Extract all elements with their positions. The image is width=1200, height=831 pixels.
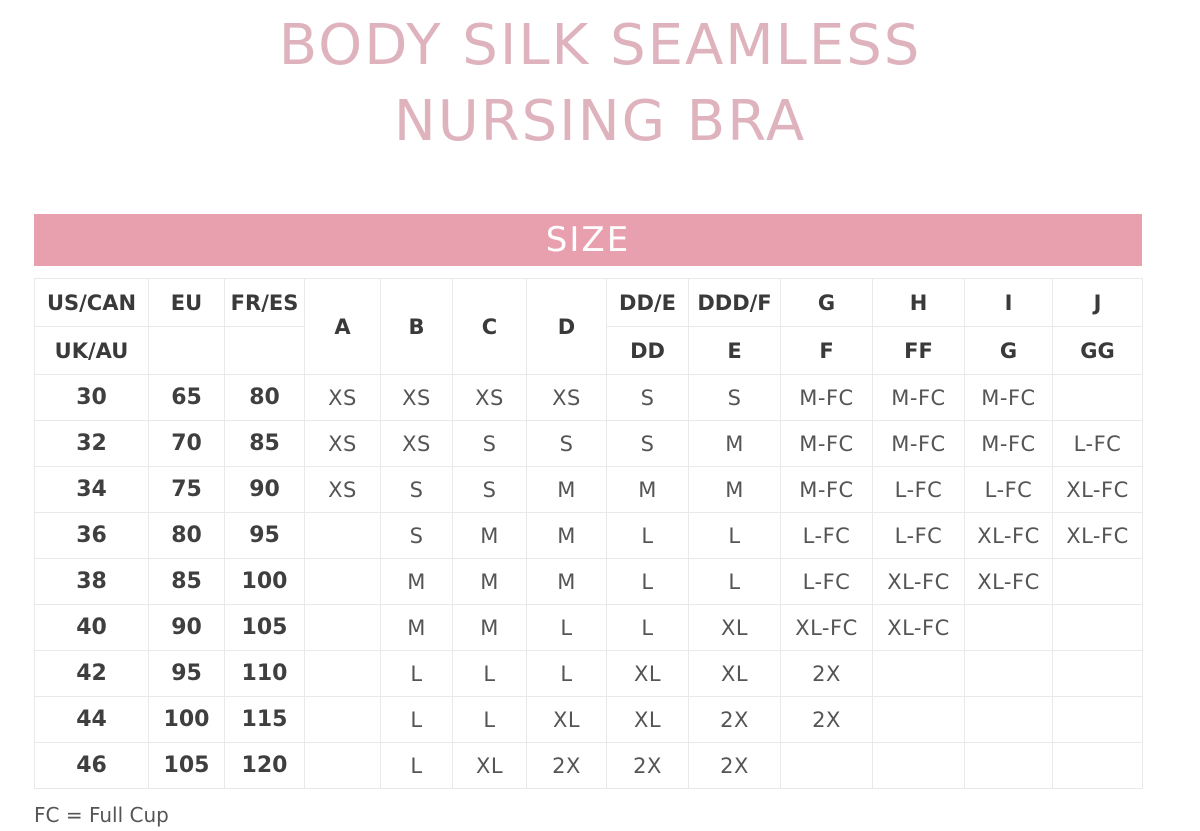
size-cell: M bbox=[689, 421, 781, 467]
header-cup-d: D bbox=[527, 279, 607, 375]
band-fr-es: 85 bbox=[225, 421, 305, 467]
size-cell: XS bbox=[305, 375, 381, 421]
size-cell: XS bbox=[453, 375, 527, 421]
size-cell bbox=[873, 697, 965, 743]
size-cell: XS bbox=[305, 421, 381, 467]
size-banner: SIZE bbox=[34, 214, 1142, 266]
header-eu: EU bbox=[149, 279, 225, 327]
header-cup-dd-e: DD/E bbox=[607, 279, 689, 327]
size-cell bbox=[873, 651, 965, 697]
size-cell: M bbox=[689, 467, 781, 513]
table-row bbox=[35, 605, 1143, 651]
page-title-line-1: BODY SILK SEAMLESS bbox=[278, 13, 922, 78]
header-row-us bbox=[35, 279, 1143, 327]
size-cell bbox=[965, 743, 1053, 789]
size-cell bbox=[965, 651, 1053, 697]
table-row bbox=[35, 559, 1143, 605]
size-cell: XS bbox=[305, 467, 381, 513]
size-cell: 2X bbox=[689, 697, 781, 743]
size-cell: L-FC bbox=[873, 467, 965, 513]
header-uk-cup-g: G bbox=[965, 327, 1053, 375]
table-row bbox=[35, 651, 1143, 697]
header-us-can: US/CAN bbox=[35, 279, 149, 327]
band-us-can: 30 bbox=[35, 375, 149, 421]
size-cell bbox=[305, 651, 381, 697]
header-fr-blank bbox=[225, 327, 305, 375]
band-fr-es: 90 bbox=[225, 467, 305, 513]
header-uk-cup-dd: DD bbox=[607, 327, 689, 375]
band-eu: 75 bbox=[149, 467, 225, 513]
size-cell: XL-FC bbox=[965, 559, 1053, 605]
size-cell: XL bbox=[607, 697, 689, 743]
size-cell: M-FC bbox=[781, 375, 873, 421]
size-cell: XL-FC bbox=[1053, 467, 1143, 513]
size-cell bbox=[1053, 559, 1143, 605]
size-cell bbox=[873, 743, 965, 789]
header-cup-a: A bbox=[305, 279, 381, 375]
size-cell: XL-FC bbox=[781, 605, 873, 651]
header-cup-c: C bbox=[453, 279, 527, 375]
size-cell bbox=[305, 605, 381, 651]
size-cell: S bbox=[607, 421, 689, 467]
band-us-can: 44 bbox=[35, 697, 149, 743]
header-cup-b: B bbox=[381, 279, 453, 375]
band-us-can: 46 bbox=[35, 743, 149, 789]
band-us-can: 40 bbox=[35, 605, 149, 651]
band-eu: 90 bbox=[149, 605, 225, 651]
size-cell bbox=[965, 605, 1053, 651]
header-uk-cup-f: F bbox=[781, 327, 873, 375]
size-cell: XL-FC bbox=[873, 559, 965, 605]
header-fr-es: FR/ES bbox=[225, 279, 305, 327]
size-cell bbox=[1053, 605, 1143, 651]
size-cell: L-FC bbox=[873, 513, 965, 559]
size-cell bbox=[781, 743, 873, 789]
size-cell bbox=[1053, 743, 1143, 789]
size-cell: 2X bbox=[781, 651, 873, 697]
size-cell: M-FC bbox=[781, 421, 873, 467]
band-fr-es: 80 bbox=[225, 375, 305, 421]
size-cell: XS bbox=[381, 421, 453, 467]
band-eu: 105 bbox=[149, 743, 225, 789]
size-cell: XS bbox=[381, 375, 453, 421]
size-cell: L bbox=[607, 605, 689, 651]
band-eu: 70 bbox=[149, 421, 225, 467]
size-cell: S bbox=[453, 421, 527, 467]
size-cell: M-FC bbox=[873, 421, 965, 467]
header-cup-i: I bbox=[965, 279, 1053, 327]
size-cell: 2X bbox=[689, 743, 781, 789]
band-eu: 95 bbox=[149, 651, 225, 697]
band-eu: 80 bbox=[149, 513, 225, 559]
size-cell: M bbox=[527, 467, 607, 513]
header-uk-au: UK/AU bbox=[35, 327, 149, 375]
size-cell: XS bbox=[527, 375, 607, 421]
size-cell: 2X bbox=[781, 697, 873, 743]
size-chart-table bbox=[34, 278, 1143, 789]
table-row bbox=[35, 375, 1143, 421]
size-cell: M-FC bbox=[873, 375, 965, 421]
size-cell: XL bbox=[607, 651, 689, 697]
size-cell: L bbox=[689, 513, 781, 559]
size-cell: L bbox=[527, 651, 607, 697]
band-fr-es: 110 bbox=[225, 651, 305, 697]
size-cell: S bbox=[527, 421, 607, 467]
size-cell: M bbox=[453, 513, 527, 559]
size-cell: L bbox=[607, 559, 689, 605]
size-cell: M bbox=[527, 559, 607, 605]
band-us-can: 36 bbox=[35, 513, 149, 559]
header-cup-ddd-f: DDD/F bbox=[689, 279, 781, 327]
page-title-line-2: NURSING BRA bbox=[393, 89, 807, 154]
size-cell: 2X bbox=[527, 743, 607, 789]
size-cell: L bbox=[381, 743, 453, 789]
footnote: FC = Full Cup bbox=[34, 803, 169, 827]
band-fr-es: 100 bbox=[225, 559, 305, 605]
size-cell: S bbox=[381, 467, 453, 513]
size-cell: L bbox=[453, 697, 527, 743]
size-cell: M bbox=[607, 467, 689, 513]
size-cell: S bbox=[453, 467, 527, 513]
band-us-can: 34 bbox=[35, 467, 149, 513]
size-cell bbox=[1053, 375, 1143, 421]
size-cell: XL bbox=[453, 743, 527, 789]
band-fr-es: 115 bbox=[225, 697, 305, 743]
size-cell: L-FC bbox=[781, 513, 873, 559]
size-cell: XL-FC bbox=[965, 513, 1053, 559]
header-uk-cup-e: E bbox=[689, 327, 781, 375]
size-cell: M bbox=[453, 605, 527, 651]
header-eu-blank bbox=[149, 327, 225, 375]
band-us-can: 42 bbox=[35, 651, 149, 697]
size-cell: M bbox=[527, 513, 607, 559]
band-fr-es: 105 bbox=[225, 605, 305, 651]
size-cell: XL bbox=[689, 605, 781, 651]
table-row bbox=[35, 743, 1143, 789]
band-eu: 85 bbox=[149, 559, 225, 605]
header-cup-j: J bbox=[1053, 279, 1143, 327]
size-cell: M-FC bbox=[965, 375, 1053, 421]
header-cup-g: G bbox=[781, 279, 873, 327]
size-cell: XL-FC bbox=[1053, 513, 1143, 559]
table-row bbox=[35, 421, 1143, 467]
table-row bbox=[35, 467, 1143, 513]
size-cell: L-FC bbox=[965, 467, 1053, 513]
size-cell: L bbox=[607, 513, 689, 559]
band-fr-es: 120 bbox=[225, 743, 305, 789]
header-uk-cup-ff: FF bbox=[873, 327, 965, 375]
size-cell: M bbox=[453, 559, 527, 605]
size-cell: XL bbox=[527, 697, 607, 743]
size-cell bbox=[305, 559, 381, 605]
size-cell: L bbox=[381, 651, 453, 697]
band-eu: 100 bbox=[149, 697, 225, 743]
size-cell bbox=[305, 743, 381, 789]
size-cell: S bbox=[381, 513, 453, 559]
size-cell: S bbox=[689, 375, 781, 421]
band-us-can: 38 bbox=[35, 559, 149, 605]
size-cell: L bbox=[527, 605, 607, 651]
band-us-can: 32 bbox=[35, 421, 149, 467]
header-uk-cup-gg: GG bbox=[1053, 327, 1143, 375]
size-cell: L-FC bbox=[781, 559, 873, 605]
size-cell bbox=[305, 697, 381, 743]
table-row bbox=[35, 513, 1143, 559]
size-cell bbox=[1053, 697, 1143, 743]
size-cell: XL bbox=[689, 651, 781, 697]
table-row bbox=[35, 697, 1143, 743]
size-cell: 2X bbox=[607, 743, 689, 789]
header-cup-h: H bbox=[873, 279, 965, 327]
size-cell bbox=[305, 513, 381, 559]
size-cell: L bbox=[689, 559, 781, 605]
size-cell bbox=[1053, 651, 1143, 697]
size-cell: L bbox=[381, 697, 453, 743]
size-cell: L-FC bbox=[1053, 421, 1143, 467]
size-cell: M bbox=[381, 559, 453, 605]
size-cell: XL-FC bbox=[873, 605, 965, 651]
size-cell: M-FC bbox=[781, 467, 873, 513]
size-cell: L bbox=[453, 651, 527, 697]
band-eu: 65 bbox=[149, 375, 225, 421]
size-cell bbox=[965, 697, 1053, 743]
size-cell: S bbox=[607, 375, 689, 421]
size-cell: M bbox=[381, 605, 453, 651]
size-cell: M-FC bbox=[965, 421, 1053, 467]
band-fr-es: 95 bbox=[225, 513, 305, 559]
